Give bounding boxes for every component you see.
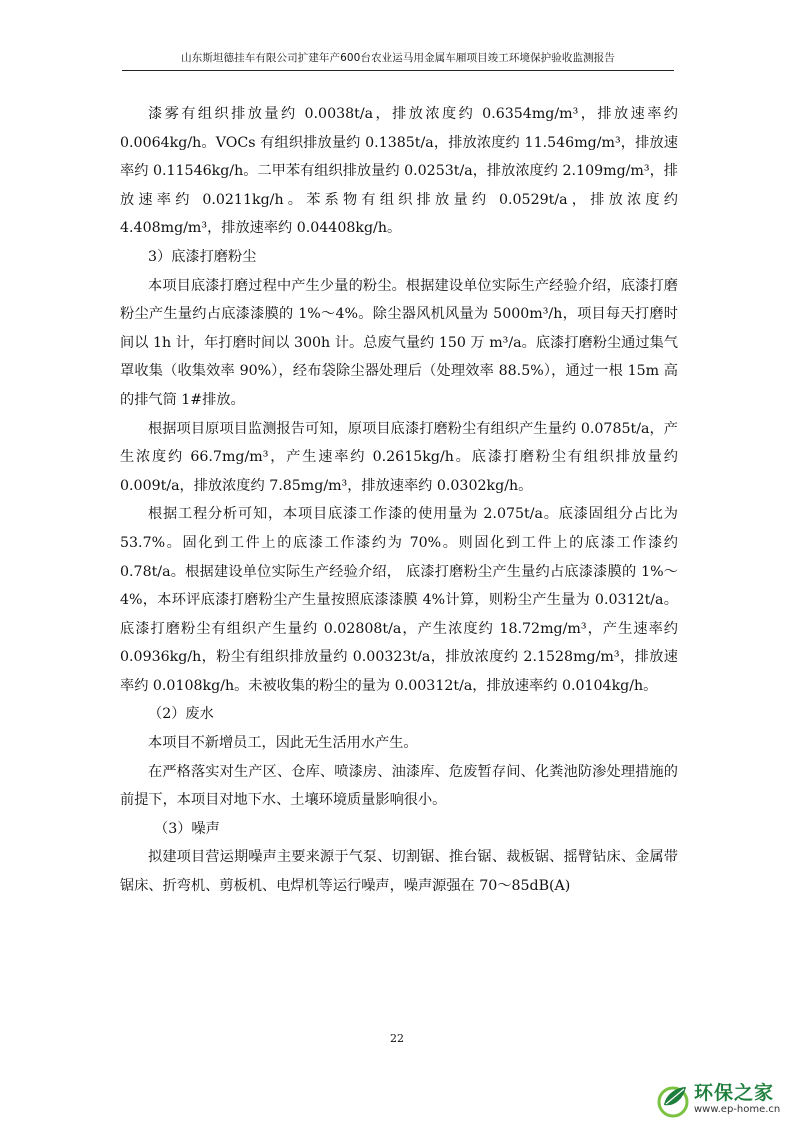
header-divider [122, 70, 674, 71]
leaf-globe-icon [654, 1081, 692, 1119]
paragraph-engineering-analysis: 根据工程分析可知，本项目底漆工作漆的使用量为 2.075t/a。底漆固组分占比为 53.7%。固化到工件上的底漆工作漆约为 70%。则固化到工件上的底漆工作漆约 0.78t/a。根据建设单位实际生产经验介绍， 底漆打磨粉尘产生量约占底漆漆膜的 1%～4%，本环评底漆打磨粉尘产生量按照底漆漆膜 4%计算，则粉尘产生量为 0.0312t/a。底漆打磨粉尘有组织产生量约 0.02808t/a，产生浓度约 18.72mg/m³，产生速率约 0.0936kg/h，粉尘有组织排放量约 0.00323t/a，排放浓度约 2.1528mg/m³，排放速率约 0.0108kg/h。未被收集的粉尘的量为 0.00312t/a，排放速率约 0.0104kg/h。 [120, 506, 678, 694]
paragraph-original-monitoring: 根据项目原项目监测报告可知，原项目底漆打磨粉尘有组织产生量约 0.0785t/a，产生浓度约 66.7mg/m³，产生速率约 0.2615kg/h。底漆打磨粉尘有组织排放量约 0.009t/a，排放浓度约 7.85mg/m³，排放速率约 0.0302kg/h。 [120, 420, 678, 494]
section-heading-primer-dust: 3）底漆打磨粉尘 [148, 248, 257, 265]
site-watermark [650, 1078, 794, 1123]
watermark-name: 环保之家 [694, 1082, 775, 1104]
section-heading-noise: （3）噪声 [154, 820, 220, 837]
watermark-url: www.ep-home.cn [694, 1104, 781, 1115]
paragraph-groundwater-impact: 在严格落实对生产区、仓库、喷漆房、油漆库、危废暂存间、化粪池防渗处理措施的前提下，本项目对地下水、土壤环境质量影响很小。 [120, 763, 678, 809]
paragraph-primer-dust-intro: 本项目底漆打磨过程中产生少量的粉尘。根据建设单位实际生产经验介绍，底漆打磨粉尘产生量约占底漆漆膜的 1%～4%。除尘器风机风量为 5000m³/h，项目每天打磨时间以 1h 计，年打磨时间以 300h 计。总废气量约 150 万 m³/a。底漆打磨粉尘通过集气罩收集（收集效率 90%），经布袋除尘器处理后（处理效率 88.5%），通过一根 15m 高的排气筒 1#排放。 [120, 277, 678, 408]
report-title: 山东斯坦德挂车有限公司扩建年产600台农业运马用金属车厢项目竣工环境保护验收监测报告 [181, 52, 615, 64]
page-header [122, 50, 674, 65]
paragraph-paint-mist-emissions: 漆雾有组织排放量约 0.0038t/a，排放浓度约 0.6354mg/m³，排放速率约 0.0064kg/h。VOCs 有组织排放量约 0.1385t/a，排放浓度约 11.546mg/m³，排放速率约 0.11546kg/h。二甲苯有组织排放量约 0.0253t/a，排放浓度约 2.109mg/m³，排放速率约 0.0211kg/h。苯系物有组织排放量约 0.0529t/a，排放浓度约 4.408mg/m³，排放速率约 0.04408kg/h。 [120, 106, 678, 237]
section-heading-wastewater: （2）废水 [148, 706, 214, 723]
paragraph-no-domestic-water: 本项目不新增员工，因此无生活用水产生。 [148, 735, 418, 752]
page-number: 22 [390, 1032, 404, 1045]
paragraph-noise-sources: 拟建项目营运期噪声主要来源于气泵、切割锯、推台锯、裁板锯、摇臂钻床、金属带锯床、折弯机、剪板机、电焊机等运行噪声，噪声源强在 70～85dB(A) [120, 849, 678, 895]
document-body [120, 100, 678, 901]
